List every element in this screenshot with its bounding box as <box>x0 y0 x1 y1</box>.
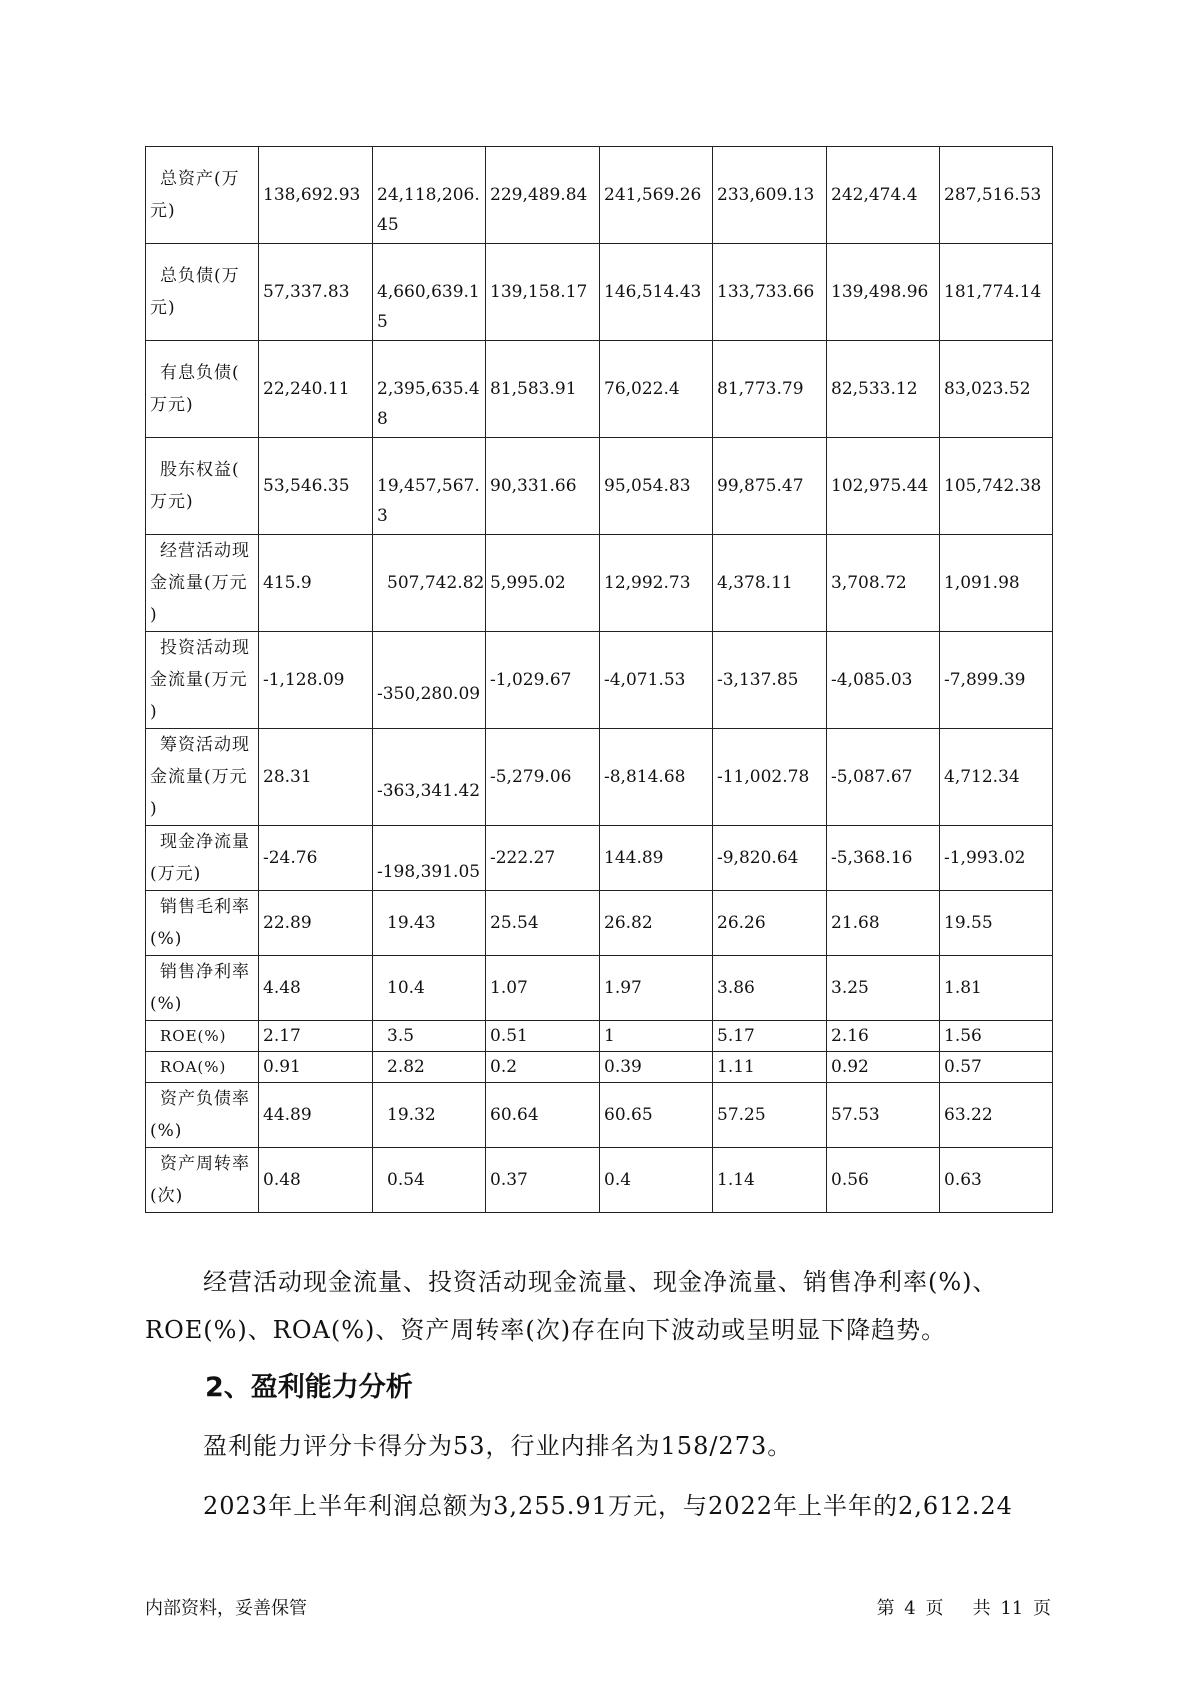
footer-confidential-note: 内部资料，妥善保管 <box>145 1598 307 1619</box>
table-cell: 1 <box>600 1021 713 1052</box>
table-cell: 4,712.34 <box>940 729 1053 826</box>
table-cell: 19.32 <box>373 1083 486 1148</box>
table-cell: -363,341.42 <box>373 729 486 826</box>
table-row <box>146 535 1053 632</box>
table-cell: 181,774.14 <box>940 244 1053 341</box>
table-cell: 1.56 <box>940 1021 1053 1052</box>
table-cell: -7,899.39 <box>940 632 1053 729</box>
financial-indicators-table <box>145 146 1053 1213</box>
row-label: 销售净利率 (%) <box>146 956 259 1021</box>
table-cell: 63.22 <box>940 1083 1053 1148</box>
table-cell: 0.56 <box>827 1148 940 1213</box>
row-label: 总资产(万 元) <box>146 147 259 244</box>
row-label: ROE(%) <box>146 1021 259 1052</box>
table-row <box>146 244 1053 341</box>
table-cell: 0.37 <box>486 1148 600 1213</box>
table-cell: 0.91 <box>259 1052 373 1083</box>
table-cell: 82,533.12 <box>827 341 940 438</box>
table-cell: 83,023.52 <box>940 341 1053 438</box>
table-row <box>146 1052 1053 1083</box>
table-cell: -5,279.06 <box>486 729 600 826</box>
table-cell: 22,240.11 <box>259 341 373 438</box>
table-cell: 242,474.4 <box>827 147 940 244</box>
table-cell: 1.07 <box>486 956 600 1021</box>
table-cell: 0.39 <box>600 1052 713 1083</box>
table-cell: -4,085.03 <box>827 632 940 729</box>
table-cell: 57,337.83 <box>259 244 373 341</box>
row-label: 股东权益( 万元) <box>146 438 259 535</box>
table-row <box>146 632 1053 729</box>
table-cell: 0.57 <box>940 1052 1053 1083</box>
table-cell: -5,087.67 <box>827 729 940 826</box>
row-label: 销售毛利率 (%) <box>146 891 259 956</box>
table-cell: 0.48 <box>259 1148 373 1213</box>
table-cell: 1.97 <box>600 956 713 1021</box>
table-cell: 287,516.53 <box>940 147 1053 244</box>
row-label: 资产负债率 (%) <box>146 1083 259 1148</box>
table-cell: 0.4 <box>600 1148 713 1213</box>
table-cell: 241,569.26 <box>600 147 713 244</box>
table-cell: 57.25 <box>713 1083 827 1148</box>
table-cell: 19.55 <box>940 891 1053 956</box>
table-cell: -4,071.53 <box>600 632 713 729</box>
table-cell: -222.27 <box>486 826 600 891</box>
table-cell: 133,733.66 <box>713 244 827 341</box>
table-cell: 81,773.79 <box>713 341 827 438</box>
profitability-score-paragraph: 盈利能力评分卡得分为53，行业内排名为158/273。 <box>203 1432 793 1460</box>
table-cell: 3.86 <box>713 956 827 1021</box>
table-cell: 19.43 <box>373 891 486 956</box>
table-cell: 99,875.47 <box>713 438 827 535</box>
table-row <box>146 1021 1053 1052</box>
table-cell: 1.81 <box>940 956 1053 1021</box>
table-cell: 90,331.66 <box>486 438 600 535</box>
trend-summary-paragraph: 经营活动现金流量、投资活动现金流量、现金净流量、销售净利率(%)、ROE(%)、ROA(%)、资产周转率(次)存在向下波动或呈明显下降趋势。 <box>145 1268 998 1344</box>
table-cell: -5,368.16 <box>827 826 940 891</box>
table-cell: 4,660,639.15 <box>373 244 486 341</box>
table-row <box>146 438 1053 535</box>
table-cell: 25.54 <box>486 891 600 956</box>
table-cell: -198,391.05 <box>373 826 486 891</box>
section-heading-profitability: 2、盈利能力分析 <box>205 1372 413 1403</box>
table-cell: 5.17 <box>713 1021 827 1052</box>
table-cell: 0.92 <box>827 1052 940 1083</box>
table-cell: 105,742.38 <box>940 438 1053 535</box>
table-cell: 81,583.91 <box>486 341 600 438</box>
row-label: 经营活动现 金流量(万元 ) <box>146 535 259 632</box>
table-cell: 415.9 <box>259 535 373 632</box>
table-cell: 1,091.98 <box>940 535 1053 632</box>
profit-total-paragraph: 2023年上半年利润总额为3,255.91万元，与2022年上半年的2,612.24 <box>203 1492 1013 1520</box>
table-cell: -3,137.85 <box>713 632 827 729</box>
table-cell: 3,708.72 <box>827 535 940 632</box>
table-cell: 24,118,206.45 <box>373 147 486 244</box>
table-cell: 57.53 <box>827 1083 940 1148</box>
table-row <box>146 147 1053 244</box>
row-label: 投资活动现 金流量(万元 ) <box>146 632 259 729</box>
table-cell: 0.63 <box>940 1148 1053 1213</box>
table-cell: 0.51 <box>486 1021 600 1052</box>
table-row <box>146 826 1053 891</box>
table-row <box>146 1083 1053 1148</box>
table-cell: 139,158.17 <box>486 244 600 341</box>
table-cell: 146,514.43 <box>600 244 713 341</box>
table-cell: 233,609.13 <box>713 147 827 244</box>
table-cell: 2.16 <box>827 1021 940 1052</box>
table-cell: 26.82 <box>600 891 713 956</box>
table-cell: 26.26 <box>713 891 827 956</box>
table-cell: -11,002.78 <box>713 729 827 826</box>
row-label: 总负债(万 元) <box>146 244 259 341</box>
table-cell: 138,692.93 <box>259 147 373 244</box>
table-cell: -350,280.09 <box>373 632 486 729</box>
table-cell: 229,489.84 <box>486 147 600 244</box>
table-row <box>146 1148 1053 1213</box>
table-row <box>146 729 1053 826</box>
table-cell: 12,992.73 <box>600 535 713 632</box>
table-cell: 95,054.83 <box>600 438 713 535</box>
row-label: ROA(%) <box>146 1052 259 1083</box>
table-cell: 76,022.4 <box>600 341 713 438</box>
table-cell: 2.82 <box>373 1052 486 1083</box>
table-cell: 5,995.02 <box>486 535 600 632</box>
table-cell: -8,814.68 <box>600 729 713 826</box>
row-label: 筹资活动现 金流量(万元 ) <box>146 729 259 826</box>
table-cell: 0.54 <box>373 1148 486 1213</box>
table-row <box>146 956 1053 1021</box>
table-cell: 2,395,635.48 <box>373 341 486 438</box>
table-row <box>146 891 1053 956</box>
table-cell: 102,975.44 <box>827 438 940 535</box>
table-cell: 0.2 <box>486 1052 600 1083</box>
table-cell: 139,498.96 <box>827 244 940 341</box>
table-cell: 28.31 <box>259 729 373 826</box>
table-cell: 4,378.11 <box>713 535 827 632</box>
table-cell: 1.11 <box>713 1052 827 1083</box>
table-cell: 44.89 <box>259 1083 373 1148</box>
table-cell: 144.89 <box>600 826 713 891</box>
table-cell: -1,993.02 <box>940 826 1053 891</box>
table-cell: 3.5 <box>373 1021 486 1052</box>
row-label: 资产周转率 (次) <box>146 1148 259 1213</box>
table-row <box>146 341 1053 438</box>
table-cell: 21.68 <box>827 891 940 956</box>
table-cell: 3.25 <box>827 956 940 1021</box>
table-cell: 60.64 <box>486 1083 600 1148</box>
table-cell: 53,546.35 <box>259 438 373 535</box>
table-cell: -9,820.64 <box>713 826 827 891</box>
table-cell: -1,029.67 <box>486 632 600 729</box>
table-cell: 507,742.82 <box>373 535 486 632</box>
table-cell: -1,128.09 <box>259 632 373 729</box>
table-cell: 60.65 <box>600 1083 713 1148</box>
table-cell: 10.4 <box>373 956 486 1021</box>
footer-page-number: 第 4 页 共 11 页 <box>876 1598 1051 1619</box>
row-label: 有息负债( 万元) <box>146 341 259 438</box>
table-cell: 19,457,567.3 <box>373 438 486 535</box>
row-label: 现金净流量 (万元) <box>146 826 259 891</box>
table-cell: 22.89 <box>259 891 373 956</box>
table-cell: -24.76 <box>259 826 373 891</box>
table-cell: 4.48 <box>259 956 373 1021</box>
table-cell: 1.14 <box>713 1148 827 1213</box>
table-cell: 2.17 <box>259 1021 373 1052</box>
